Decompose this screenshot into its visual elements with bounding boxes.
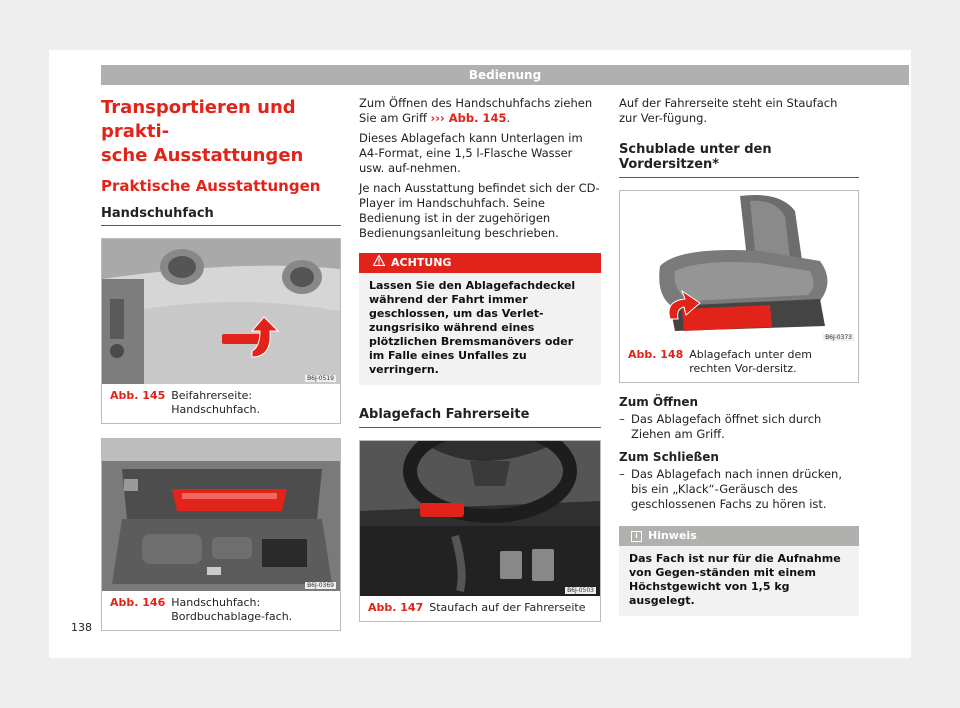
close-step: – Das Ablagefach nach innen drücken, bis ein „Klack“-Geräusch des geschlossenen Fachs zu hören ist.: [619, 467, 842, 511]
glovebox-open-photo: [102, 439, 340, 591]
section-ablagefach-fahrerseite: Ablagefach Fahrerseite: [359, 407, 601, 428]
image-code: B6J-0519: [307, 375, 334, 382]
glovebox-photo: [102, 239, 340, 384]
page-subtitle: Praktische Ausstattungen: [101, 177, 321, 195]
image-code: B6J-0373: [825, 334, 852, 341]
figure-caption: Abb. 147 Staufach auf der Fahrerseite: [368, 601, 586, 614]
column-left: [101, 96, 341, 631]
warning-text: Lassen Sie den Ablagefachdeckel während der Fahrt immer geschlossen, um das Verlet-zungsrisiko während eines plötzlichen Bremsmanövers oder im Falle eines Unfalles zu verringern.: [369, 279, 576, 376]
figure-caption: Abb. 148 Ablagefach unter dem rechten Vor-dersitz.: [628, 348, 812, 375]
driver-compartment-photo: [360, 441, 600, 596]
figure-caption: Abb. 146 Handschuhfach: Bordbuchablage-fach.: [110, 596, 293, 623]
open-step: – Das Ablagefach öffnet sich durch Ziehen am Griff.: [619, 412, 822, 441]
warning-triangle-icon: [373, 253, 385, 273]
glovebox-illustration: [102, 239, 340, 384]
paragraph-cd-player: Je nach Ausstattung befindet sich der CD-Player im Handschuhfach. Seine Bedienung ist in der zugehörigen Bedienungsanleitung beschrieben.: [359, 181, 600, 240]
column-right: [619, 96, 859, 616]
figure-146: [101, 438, 341, 631]
seat-drawer-photo: [620, 191, 858, 343]
close-heading: Zum Schließen: [619, 450, 719, 464]
figure-148: [619, 190, 859, 383]
seat-drawer-illustration: [620, 191, 858, 343]
warning-box: [359, 253, 601, 385]
figure-145: [101, 238, 341, 424]
page-title: Transportieren und prakti- sche Ausstattungen: [101, 97, 304, 166]
open-heading: Zum Öffnen: [619, 395, 699, 409]
figure-147: [359, 440, 601, 622]
glovebox-open-illustration: [102, 439, 340, 591]
info-icon: i: [631, 531, 642, 542]
paragraph-driver-compartment: Auf der Fahrerseite steht ein Staufach zur Ver-fügung.: [619, 96, 838, 125]
driver-compartment-illustration: [360, 441, 600, 596]
paragraph-open-glovebox: Zum Öffnen des Handschuhfachs ziehen Sie am Griff ››› Abb. 145.: [359, 96, 593, 125]
note-header: i Hinweis: [619, 526, 859, 546]
manual-page: [49, 50, 911, 658]
figure-caption: Abb. 145 Beifahrerseite: Handschuhfach.: [110, 389, 261, 416]
instructions: [619, 395, 859, 512]
figure-reference-link[interactable]: ››› Abb. 145: [430, 111, 507, 125]
column-middle: [359, 96, 601, 622]
paragraph-capacity: Dieses Ablagefach kann Unterlagen im A4-Format, eine 1,5 l-Flasche Wasser usw. auf-nehmen.: [359, 131, 583, 175]
image-code: B6J-0369: [307, 582, 334, 589]
note-text: Das Fach ist nur für die Aufnahme von Gegen-ständen mit einem Höchstgewicht von 1,5 kg ausgelegt.: [629, 552, 841, 607]
note-box: [619, 526, 859, 616]
chapter-header: Bedienung: [101, 65, 909, 85]
page-number: 138: [71, 621, 92, 634]
image-code: B6J-0503: [567, 587, 594, 594]
warning-header: ACHTUNG: [359, 253, 601, 273]
section-schublade: Schublade unter den Vordersitzen*: [619, 142, 859, 178]
section-handschuhfach: Handschuhfach: [101, 206, 341, 226]
